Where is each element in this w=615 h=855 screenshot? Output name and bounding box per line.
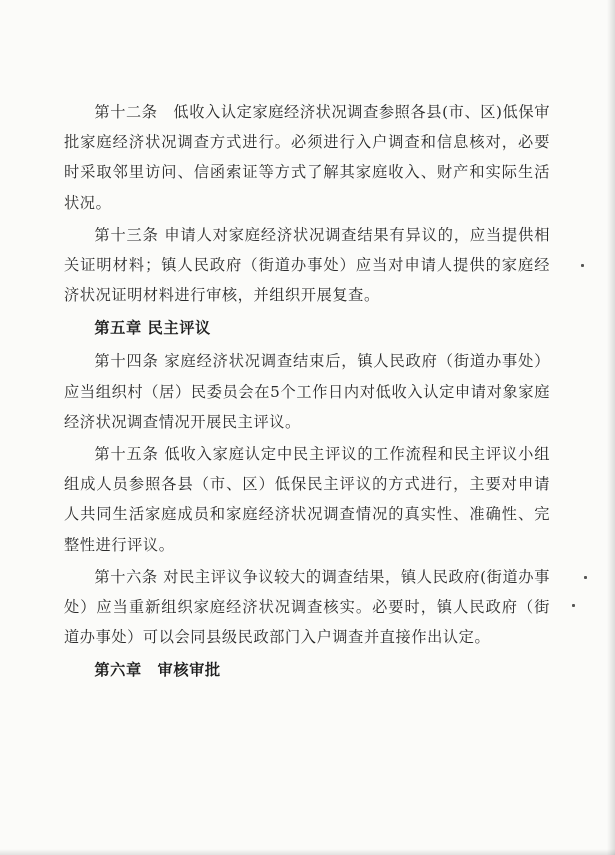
scan-speck [581, 264, 584, 267]
document-body [64, 97, 550, 686]
article-13: 第十三条 申请人对家庭经济状况调查结果有异议的，应当提供相关证明材料；镇人民政府（街道办事处）应当对申请人提供的家庭经济状况证明材料进行审核，并组织开展复查。 [64, 225, 550, 305]
scan-speck [584, 576, 587, 579]
article-16: 第十六条 对民主评议争议较大的调查结果，镇人民政府(街道办事处）应当重新组织家庭经济状况调查核实。必要时，镇人民政府（街道办事处）可以会同县级民政部门入户调查并直接作出认定。 [64, 567, 550, 647]
chapter-5-heading: 第五章 民主评议 [94, 319, 211, 338]
article-14: 第十四条 家庭经济状况调查结束后，镇人民政府（街道办事处）应当组织村（居）民委员会在5个工作日内对低收入认定申请对象家庭经济状况调查情况开展民主评议。 [64, 352, 550, 431]
article-12: 第十二条 低收入认定家庭经济状况调查参照各县(市、区)低保审批家庭经济状况调查方式进行。必须进行入户调查和信息核对，必要时采取邻里访问、信函索证等方式了解其家庭收入、财产和实际生活状况。 [64, 103, 550, 212]
chapter-6-heading: 第六章 审核审批 [94, 661, 221, 680]
page-edge-shadow [607, 0, 615, 855]
scan-speck [572, 604, 575, 607]
article-15: 第十五条 低收入家庭认定中民主评议的工作流程和民主评议小组组成人员参照各县（市、区）低保民主评议的方式进行，主要对申请人共同生活家庭成员和家庭经济状况调查情况的真实性、准确性、完整性进行评议。 [64, 445, 550, 554]
page-bottom-shadow [0, 849, 615, 855]
